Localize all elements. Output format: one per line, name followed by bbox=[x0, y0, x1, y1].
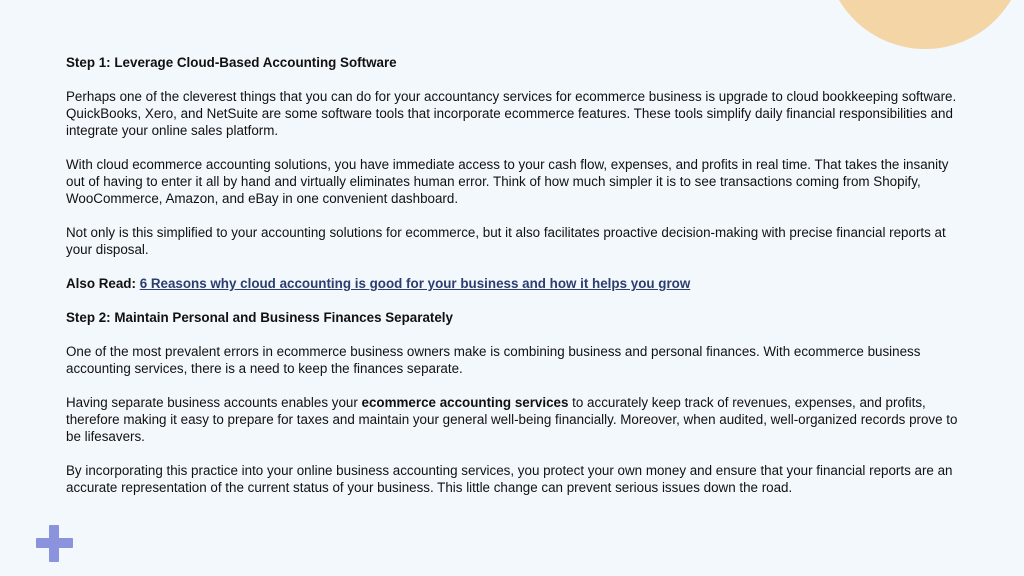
ecommerce-accounting-services-bold: ecommerce accounting services bbox=[361, 395, 569, 410]
step2-paragraph-2-end: to accurately keep track of revenues, expenses, and profits, therefore making it easy to prepare for taxes and maintain your general well-being financially. Moreover, when audited, well-organized records prove to be lifesavers. bbox=[66, 395, 958, 444]
plus-icon-vertical-bar bbox=[49, 525, 59, 562]
step1-paragraph-3: Not only is this simplified to your accounting solutions for ecommerce, but it also facilitates proactive decision-making with precise financial reports at your disposal. bbox=[66, 225, 946, 257]
also-read-line bbox=[66, 275, 961, 292]
step1-heading: Step 1: Leverage Cloud-Based Accounting Software bbox=[66, 55, 397, 70]
step1-paragraph-1: Perhaps one of the cleverest things that you can do for your accountancy services for ecommerce business is upgrade to cloud bookkeeping software. QuickBooks, Xero, and NetSuite are some software tools that incorporate ecommerce features. These tools simplify daily financial responsibilities and integrate your online sales platform. bbox=[66, 89, 957, 138]
article-body bbox=[66, 54, 961, 513]
step2-paragraph-2-start: Having separate business accounts enables your bbox=[66, 395, 362, 410]
step2-heading: Step 2: Maintain Personal and Business Finances Separately bbox=[66, 310, 453, 325]
step1-paragraph-2: With cloud ecommerce accounting solutions, you have immediate access to your cash flow, expenses, and profits in real time. That takes the insanity out of having to enter it all by hand and virtually eliminates human error. Think of how much simpler it is to see transactions coming from Shopify, WooCommerce, Amazon, and eBay in one convenient dashboard. bbox=[66, 157, 949, 206]
also-read-link[interactable]: 6 Reasons why cloud accounting is good for your business and how it helps you grow bbox=[139, 276, 691, 291]
step2-paragraph-3: By incorporating this practice into your online business accounting services, you protect your own money and ensure that your financial reports are an accurate representation of the current status of your business. This little change can prevent serious issues down the road. bbox=[66, 463, 953, 495]
decorative-corner-circle bbox=[825, 0, 1024, 49]
also-read-label: Also Read: bbox=[66, 276, 136, 291]
plus-icon bbox=[36, 525, 73, 562]
step2-paragraph-2 bbox=[66, 394, 961, 445]
step2-paragraph-1: One of the most prevalent errors in ecommerce business owners make is combining business and personal finances. With ecommerce business accounting services, there is a need to keep the finances separate. bbox=[66, 344, 921, 376]
